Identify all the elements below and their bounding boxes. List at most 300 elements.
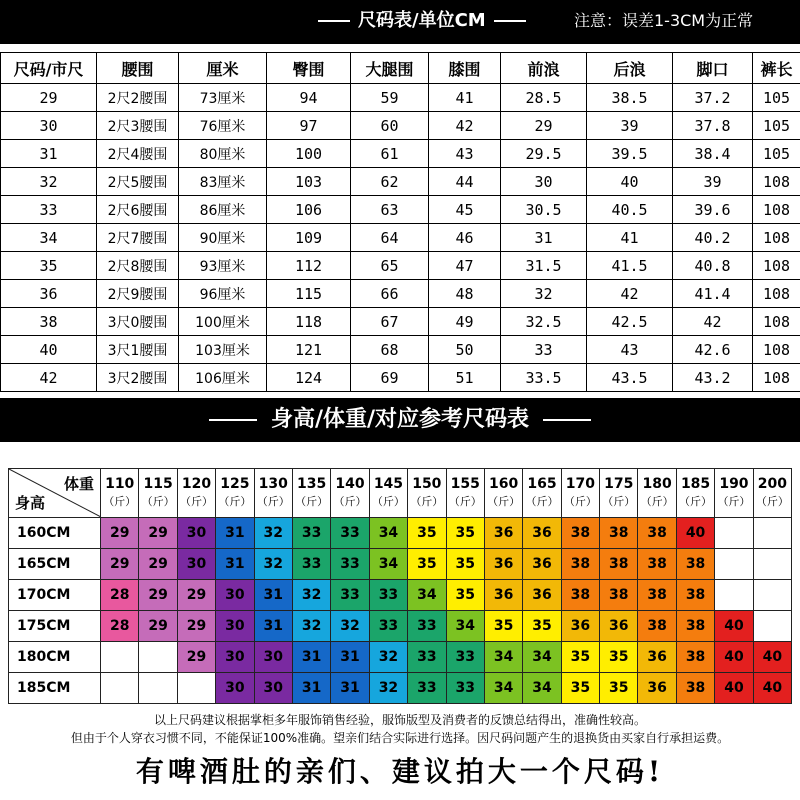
size-cell: 29	[501, 112, 587, 140]
footer-note-2: 但由于个人穿衣习惯不同，不能保证100%准确。望亲们结合实际进行选择。因尺码问题产生的退换货由买家自行承担运费。	[70, 731, 730, 745]
size-cell: 30.5	[501, 196, 587, 224]
size-cell: 100	[267, 140, 351, 168]
size-cell: 37.2	[673, 84, 753, 112]
size-recommendation-cell: 38	[676, 611, 714, 642]
size-cell: 31.5	[501, 252, 587, 280]
size-recommendation-cell: 33	[446, 642, 484, 673]
size-cell: 46	[429, 224, 501, 252]
size-recommendation-cell: 36	[484, 518, 522, 549]
size-cell: 47	[429, 252, 501, 280]
size-recommendation-cell: 33	[331, 518, 369, 549]
size-cell: 37.8	[673, 112, 753, 140]
size-cell: 31	[1, 140, 97, 168]
height-weight-grid	[8, 468, 792, 704]
size-recommendation-cell: 31	[216, 518, 254, 549]
size-cell: 2尺9腰围	[97, 280, 179, 308]
size-cell: 3尺2腰围	[97, 364, 179, 392]
size-cell: 43	[587, 336, 673, 364]
size-cell: 62	[351, 168, 429, 196]
size-cell: 41	[587, 224, 673, 252]
size-recommendation-cell: 31	[254, 580, 292, 611]
column-header: 大腿围	[351, 53, 429, 84]
empty-cell	[715, 518, 753, 549]
size-cell: 43.5	[587, 364, 673, 392]
size-cell: 35	[1, 252, 97, 280]
empty-cell	[753, 580, 791, 611]
size-recommendation-cell: 29	[177, 642, 215, 673]
size-cell: 100厘米	[179, 308, 267, 336]
size-cell: 42	[1, 364, 97, 392]
size-recommendation-cell: 36	[523, 549, 561, 580]
size-recommendation-cell: 34	[523, 673, 561, 704]
weight-unit: （斤）	[256, 495, 290, 508]
column-header: 腰围	[97, 53, 179, 84]
size-cell: 121	[267, 336, 351, 364]
weight-header	[216, 469, 254, 518]
weight-value: 190	[719, 476, 749, 492]
column-header: 尺码/市尺	[1, 53, 97, 84]
empty-cell	[139, 642, 177, 673]
size-recommendation-cell: 32	[292, 580, 330, 611]
weight-header	[446, 469, 484, 518]
size-cell: 108	[753, 308, 800, 336]
size-recommendation-cell: 33	[369, 611, 407, 642]
height-label: 170CM	[9, 580, 101, 611]
height-row	[9, 611, 792, 642]
size-cell: 97	[267, 112, 351, 140]
size-cell: 38	[1, 308, 97, 336]
weight-unit: （斤）	[717, 495, 751, 508]
size-recommendation-cell: 32	[254, 518, 292, 549]
weight-value: 170	[565, 476, 595, 492]
size-recommendation-cell: 29	[139, 518, 177, 549]
size-row	[1, 308, 800, 336]
size-cell: 69	[351, 364, 429, 392]
size-recommendation-cell: 35	[446, 580, 484, 611]
size-cell: 43.2	[673, 364, 753, 392]
size-recommendation-cell: 36	[600, 611, 638, 642]
weight-header	[254, 469, 292, 518]
weight-header-row	[9, 469, 792, 518]
size-cell: 66	[351, 280, 429, 308]
empty-cell	[139, 673, 177, 704]
size-cell: 39	[673, 168, 753, 196]
size-recommendation-cell: 36	[523, 518, 561, 549]
size-recommendation-cell: 29	[139, 580, 177, 611]
size-recommendation-cell: 30	[254, 642, 292, 673]
empty-cell	[101, 642, 139, 673]
size-recommendation-cell: 31	[331, 642, 369, 673]
size-cell: 2尺2腰围	[97, 84, 179, 112]
size-cell: 28.5	[501, 84, 587, 112]
size-cell: 103厘米	[179, 336, 267, 364]
size-recommendation-cell: 34	[523, 642, 561, 673]
size-recommendation-cell: 33	[446, 673, 484, 704]
size-cell: 42.6	[673, 336, 753, 364]
weight-header	[292, 469, 330, 518]
weight-header	[753, 469, 791, 518]
column-header: 臀围	[267, 53, 351, 84]
size-recommendation-cell: 29	[139, 611, 177, 642]
size-cell: 36	[1, 280, 97, 308]
weight-unit: （斤）	[179, 495, 213, 508]
size-cell: 63	[351, 196, 429, 224]
size-recommendation-cell: 31	[331, 673, 369, 704]
column-header: 膝围	[429, 53, 501, 84]
size-recommendation-cell: 38	[638, 611, 676, 642]
size-recommendation-cell: 35	[600, 673, 638, 704]
size-cell: 38.4	[673, 140, 753, 168]
weight-unit: （斤）	[371, 495, 405, 508]
column-header: 脚口	[673, 53, 753, 84]
size-chart-title-text: 尺码表/单位CM	[358, 10, 486, 31]
size-row	[1, 336, 800, 364]
size-recommendation-cell: 30	[177, 549, 215, 580]
weight-header	[139, 469, 177, 518]
weight-value: 180	[642, 476, 672, 492]
size-cell: 42	[587, 280, 673, 308]
weight-header	[600, 469, 638, 518]
size-cell: 2尺4腰围	[97, 140, 179, 168]
size-cell: 40	[587, 168, 673, 196]
size-recommendation-cell: 34	[446, 611, 484, 642]
size-recommendation-cell: 34	[369, 549, 407, 580]
size-cell: 96厘米	[179, 280, 267, 308]
weight-value: 115	[143, 476, 173, 492]
size-cell: 106	[267, 196, 351, 224]
size-cell: 67	[351, 308, 429, 336]
size-cell: 39.5	[587, 140, 673, 168]
size-cell: 38.5	[587, 84, 673, 112]
size-recommendation-cell: 29	[101, 549, 139, 580]
size-recommendation-cell: 32	[331, 611, 369, 642]
size-cell: 32.5	[501, 308, 587, 336]
size-recommendation-cell: 36	[638, 673, 676, 704]
size-recommendation-cell: 38	[676, 642, 714, 673]
size-recommendation-cell: 29	[101, 518, 139, 549]
size-cell: 59	[351, 84, 429, 112]
size-cell: 108	[753, 168, 800, 196]
size-table-body	[1, 84, 800, 392]
size-recommendation-cell: 38	[561, 549, 599, 580]
size-recommendation-cell: 40	[753, 673, 791, 704]
size-recommendation-cell: 36	[638, 642, 676, 673]
size-recommendation-cell: 28	[101, 611, 139, 642]
weight-unit: （斤）	[602, 495, 636, 508]
weight-value: 135	[297, 476, 327, 492]
size-recommendation-cell: 29	[177, 580, 215, 611]
size-cell: 41.5	[587, 252, 673, 280]
size-cell: 103	[267, 168, 351, 196]
size-cell: 105	[753, 112, 800, 140]
size-cell: 108	[753, 252, 800, 280]
size-recommendation-cell: 33	[292, 518, 330, 549]
height-row	[9, 549, 792, 580]
size-cell: 86厘米	[179, 196, 267, 224]
size-recommendation-cell: 30	[254, 673, 292, 704]
weight-header	[523, 469, 561, 518]
column-header: 裤长	[753, 53, 800, 84]
size-row	[1, 224, 800, 252]
size-recommendation-cell: 30	[216, 642, 254, 673]
weight-header	[561, 469, 599, 518]
size-cell: 105	[753, 84, 800, 112]
size-row	[1, 364, 800, 392]
size-recommendation-cell: 38	[561, 518, 599, 549]
height-axis-label: 身高	[15, 494, 46, 512]
size-cell: 32	[1, 168, 97, 196]
weight-value: 185	[680, 476, 711, 492]
column-header: 厘米	[179, 53, 267, 84]
size-cell: 105	[753, 140, 800, 168]
size-cell: 41.4	[673, 280, 753, 308]
size-recommendation-cell: 30	[216, 673, 254, 704]
height-row	[9, 580, 792, 611]
size-recommendation-cell: 28	[101, 580, 139, 611]
size-recommendation-cell: 38	[638, 580, 676, 611]
size-cell: 108	[753, 336, 800, 364]
size-recommendation-cell: 33	[292, 549, 330, 580]
size-cell: 2尺6腰围	[97, 196, 179, 224]
size-recommendation-cell: 30	[216, 611, 254, 642]
size-cell: 45	[429, 196, 501, 224]
size-recommendation-cell: 33	[331, 549, 369, 580]
weight-value: 120	[181, 476, 212, 492]
height-weight-table	[8, 468, 792, 704]
weight-unit: （斤）	[679, 495, 713, 508]
size-cell: 108	[753, 364, 800, 392]
size-recommendation-cell: 30	[216, 580, 254, 611]
height-label: 165CM	[9, 549, 101, 580]
size-cell: 73厘米	[179, 84, 267, 112]
size-recommendation-cell: 36	[484, 549, 522, 580]
height-row	[9, 673, 792, 704]
size-recommendation-cell: 33	[408, 673, 446, 704]
size-cell: 108	[753, 280, 800, 308]
empty-cell	[101, 673, 139, 704]
weight-axis-label: 体重	[63, 475, 94, 493]
weight-value: 160	[488, 476, 519, 492]
weight-unit: （斤）	[640, 495, 674, 508]
size-cell: 2尺8腰围	[97, 252, 179, 280]
size-row	[1, 196, 800, 224]
weight-value: 165	[527, 476, 557, 492]
size-row	[1, 252, 800, 280]
size-cell: 41	[429, 84, 501, 112]
height-label: 185CM	[9, 673, 101, 704]
size-cell: 33	[1, 196, 97, 224]
size-recommendation-cell: 40	[753, 642, 791, 673]
size-cell: 76厘米	[179, 112, 267, 140]
size-cell: 108	[753, 224, 800, 252]
title-rule-left	[318, 20, 350, 22]
column-header: 后浪	[587, 53, 673, 84]
size-cell: 109	[267, 224, 351, 252]
size-table-header-row	[1, 53, 800, 84]
size-recommendation-cell: 29	[177, 611, 215, 642]
size-recommendation-cell: 38	[600, 580, 638, 611]
size-recommendation-cell: 31	[292, 673, 330, 704]
weight-unit: （斤）	[448, 495, 482, 508]
size-cell: 40	[1, 336, 97, 364]
weight-unit: （斤）	[487, 495, 521, 508]
tolerance-note: 注意：误差1-3CM为正常	[574, 11, 754, 30]
size-cell: 60	[351, 112, 429, 140]
size-cell: 80厘米	[179, 140, 267, 168]
weight-value: 140	[335, 476, 365, 492]
title-rule-right	[494, 20, 526, 22]
size-cell: 34	[1, 224, 97, 252]
size-cell: 32	[501, 280, 587, 308]
weight-header	[676, 469, 714, 518]
size-recommendation-cell: 40	[676, 518, 714, 549]
height-row	[9, 642, 792, 673]
size-recommendation-cell: 38	[638, 518, 676, 549]
size-recommendation-cell: 38	[676, 673, 714, 704]
size-recommendation-cell: 34	[369, 518, 407, 549]
column-header: 前浪	[501, 53, 587, 84]
size-recommendation-cell: 35	[446, 518, 484, 549]
weight-unit: （斤）	[755, 495, 789, 508]
size-recommendation-cell: 35	[484, 611, 522, 642]
weight-header	[331, 469, 369, 518]
size-recommendation-cell: 31	[254, 611, 292, 642]
weight-header	[177, 469, 215, 518]
size-cell: 83厘米	[179, 168, 267, 196]
size-recommendation-cell: 34	[484, 642, 522, 673]
size-cell: 68	[351, 336, 429, 364]
size-recommendation-cell: 32	[292, 611, 330, 642]
size-recommendation-cell: 31	[216, 549, 254, 580]
beer-belly-slogan: 有啤酒肚的亲们、建议拍大一个尺码!	[135, 755, 665, 788]
height-weight-title: 身高/体重/对应参考尺码表	[270, 407, 530, 432]
size-cell: 49	[429, 308, 501, 336]
banner-rule-left	[209, 419, 257, 421]
weight-header	[484, 469, 522, 518]
size-recommendation-cell: 38	[561, 580, 599, 611]
height-label: 160CM	[9, 518, 101, 549]
size-recommendation-cell: 33	[408, 611, 446, 642]
size-cell: 112	[267, 252, 351, 280]
size-cell: 90厘米	[179, 224, 267, 252]
weight-unit: （斤）	[410, 495, 444, 508]
size-recommendation-cell: 35	[446, 549, 484, 580]
weight-unit: （斤）	[333, 495, 367, 508]
size-cell: 39	[587, 112, 673, 140]
size-recommendation-cell: 35	[523, 611, 561, 642]
weight-value: 200	[757, 476, 787, 492]
size-chart-title	[318, 8, 568, 34]
size-recommendation-cell: 35	[408, 549, 446, 580]
size-recommendation-cell: 35	[561, 673, 599, 704]
top-banner	[0, 0, 800, 44]
size-recommendation-cell: 38	[676, 580, 714, 611]
size-recommendation-cell: 35	[561, 642, 599, 673]
size-cell: 3尺1腰围	[97, 336, 179, 364]
size-recommendation-cell: 35	[408, 518, 446, 549]
size-cell: 33.5	[501, 364, 587, 392]
weight-header	[638, 469, 676, 518]
size-recommendation-cell: 40	[715, 642, 753, 673]
size-cell: 39.6	[673, 196, 753, 224]
size-recommendation-cell: 38	[600, 549, 638, 580]
size-cell: 42	[429, 112, 501, 140]
size-cell: 2尺7腰围	[97, 224, 179, 252]
banner-rule-right	[543, 419, 591, 421]
size-cell: 61	[351, 140, 429, 168]
weight-header	[369, 469, 407, 518]
size-recommendation-cell: 29	[139, 549, 177, 580]
height-label: 180CM	[9, 642, 101, 673]
size-cell: 42.5	[587, 308, 673, 336]
grid-corner	[9, 469, 101, 518]
size-recommendation-cell: 40	[715, 611, 753, 642]
size-table	[0, 52, 800, 392]
weight-value: 175	[604, 476, 634, 492]
size-cell: 31	[501, 224, 587, 252]
height-weight-banner	[0, 398, 800, 442]
empty-cell	[715, 580, 753, 611]
size-row	[1, 84, 800, 112]
size-recommendation-cell: 32	[254, 549, 292, 580]
weight-unit: （斤）	[295, 495, 329, 508]
empty-cell	[177, 673, 215, 704]
size-cell: 40.5	[587, 196, 673, 224]
size-cell: 106厘米	[179, 364, 267, 392]
size-recommendation-cell: 31	[292, 642, 330, 673]
size-recommendation-cell: 36	[561, 611, 599, 642]
size-cell: 40.8	[673, 252, 753, 280]
size-recommendation-cell: 35	[600, 642, 638, 673]
weight-header	[715, 469, 753, 518]
size-row	[1, 140, 800, 168]
size-cell: 50	[429, 336, 501, 364]
size-recommendation-cell: 33	[408, 642, 446, 673]
height-row	[9, 518, 792, 549]
weight-unit: （斤）	[103, 495, 137, 508]
size-recommendation-cell: 33	[331, 580, 369, 611]
size-recommendation-cell: 33	[369, 580, 407, 611]
size-cell: 33	[501, 336, 587, 364]
size-cell: 29	[1, 84, 97, 112]
size-recommendation-cell: 32	[369, 642, 407, 673]
size-recommendation-cell: 36	[523, 580, 561, 611]
size-cell: 30	[501, 168, 587, 196]
size-row	[1, 112, 800, 140]
size-cell: 64	[351, 224, 429, 252]
size-cell: 93厘米	[179, 252, 267, 280]
size-recommendation-cell: 30	[177, 518, 215, 549]
size-cell: 124	[267, 364, 351, 392]
empty-cell	[753, 518, 791, 549]
weight-header	[408, 469, 446, 518]
weight-unit: （斤）	[563, 495, 597, 508]
weight-unit: （斤）	[218, 495, 252, 508]
weight-value: 150	[412, 476, 442, 492]
size-row	[1, 280, 800, 308]
size-recommendation-cell: 38	[638, 549, 676, 580]
size-cell: 115	[267, 280, 351, 308]
size-cell: 42	[673, 308, 753, 336]
weight-unit: （斤）	[525, 495, 559, 508]
size-recommendation-cell: 38	[600, 518, 638, 549]
size-cell: 118	[267, 308, 351, 336]
size-cell: 44	[429, 168, 501, 196]
empty-cell	[753, 611, 791, 642]
weight-value: 145	[373, 476, 404, 492]
size-cell: 30	[1, 112, 97, 140]
empty-cell	[753, 549, 791, 580]
